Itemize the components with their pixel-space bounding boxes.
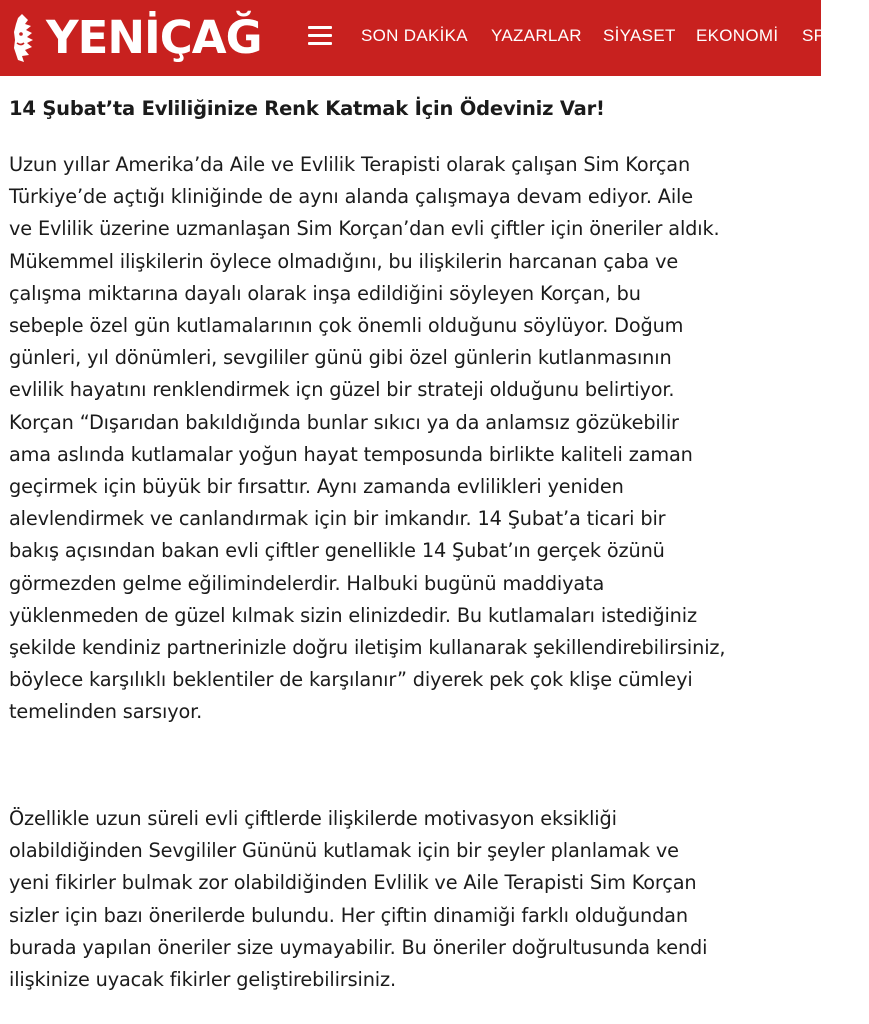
logo-text: YENİÇAĞ (46, 11, 262, 64)
paragraph-line: olabildiğinden Sevgililer Gününü kutlamak için bir şeyler planlamak ve (9, 839, 679, 863)
paragraph-line: temelinden sarsıyor. (9, 700, 203, 724)
paragraph-line: Özellikle uzun süreli evli çiftlerde ilişkilerde motivasyon eksikliği (9, 807, 617, 830)
paragraph-line: görmezden gelme eğilimindelerdir. Halbuki bugünü maddiyata (9, 571, 605, 595)
nav-item-son-dakika[interactable]: SON DAKİKA (361, 26, 468, 45)
paragraph-line: alevlendirmek ve canlandırmak için bir imkandır. 14 Şubat’a ticari bir (9, 507, 666, 531)
site-header (0, 0, 852, 76)
paragraph-line: ve Evlilik üzerine uzmanlaşan Sim Korçan’dan evli çiftler için öneriler aldık. (9, 217, 720, 241)
paragraph-line: böylece karşılıklı beklentiler de karşılanır” diyerek pek çok klişe cümleyi (9, 668, 693, 692)
paragraph-line: Türkiye’de açtığı kliniğinde de aynı alanda çalışmaya devam ediyor. Aile (9, 185, 693, 209)
paragraph-line: yüklenmeden de güzel kılmak sizin elinizdedir. Bu kutlamaları istediğiniz (9, 603, 697, 627)
paragraph-line: şekilde kendiniz partnerinizle doğru iletişim kullanarak şekillendirebilirsiniz, (9, 636, 726, 660)
paragraph-line: sebeple özel gün kutlamalarının çok önemli olduğunu söylüyor. Doğum (9, 314, 684, 338)
hamburger-menu-icon[interactable] (308, 26, 332, 46)
paragraph-line: Mükemmel ilişkilerin öylece olmadığını, bu ilişkilerin harcanan çaba ve (9, 249, 679, 273)
article-title: 14 Şubat’ta Evliliğinize Renk Katmak İçin Ödeviniz Var! (9, 97, 605, 120)
sun-face-emblem-icon (12, 10, 48, 66)
paragraph-line: çalışma miktarına dayalı olarak inşa edildiğini söyleyen Korçan, bu (9, 281, 641, 305)
paragraph-line: ama aslında kutlamalar yoğun hayat temposunda birlikte kaliteli zaman (9, 442, 693, 466)
paragraph-line: ilişkinize uyacak fikirler geliştirebilirsiniz. (9, 968, 396, 992)
nav-item-siyaset[interactable]: SİYASET (603, 26, 676, 45)
paragraph-line: Korçan “Dışarıdan bakıldığında bunlar sıkıcı ya da anlamsız gözükebilir (9, 410, 679, 434)
paragraph-line: evlilik hayatını renklendirmek içn güzel bir strateji olduğunu belirtiyor. (9, 378, 675, 402)
paragraph-line: Uzun yıllar Amerika’da Aile ve Evlilik Terapisti olarak çalışan Sim Korçan (9, 153, 691, 176)
paragraph-line: burada yapılan öneriler size uymayabilir. Bu öneriler doğrultusunda kendi (9, 935, 708, 959)
paragraph-line: sizler için bazı önerilerde bulundu. Her çiftin dinamiği farklı olduğundan (9, 903, 688, 927)
article-paragraph-2 (9, 803, 869, 996)
nav-item-ekonomi[interactable]: EKONOMİ (696, 26, 779, 45)
paragraph-line: geçirmek için büyük bir fırsattır. Aynı zamanda evlilikleri yeniden (9, 475, 624, 499)
paragraph-line: yeni fikirler bulmak zor olabildiğinden Evlilik ve Aile Terapisti Sim Korçan (9, 871, 697, 895)
site-logo[interactable] (12, 8, 264, 68)
paragraph-line: günleri, yıl dönümleri, sevgililer günü gibi özel günlerin kutlanmasının (9, 346, 672, 370)
paragraph-line: bakış açısından bakan evli çiftler genellikle 14 Şubat’ın gerçek özünü (9, 539, 665, 563)
article-paragraph-1 (9, 149, 869, 729)
nav-item-yazarlar[interactable]: YAZARLAR (491, 26, 582, 45)
article (9, 94, 821, 1024)
nav-item-spor[interactable]: SPOR (802, 26, 852, 45)
